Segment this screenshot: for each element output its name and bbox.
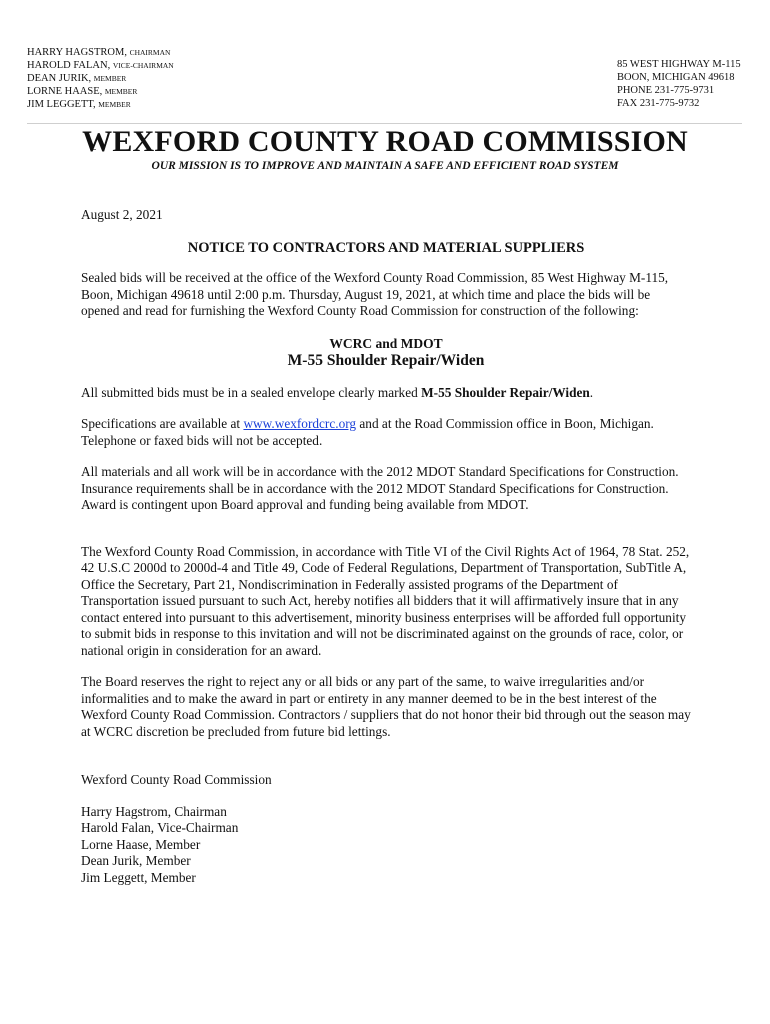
- officer-line: [27, 98, 174, 111]
- specs-suffix: and at the Road Commission office in Boon, Michigan. Telephone or faxed bids will not be accepted.: [81, 416, 654, 448]
- signer: Lorne Haase, Member: [81, 836, 201, 852]
- civil-rights-paragraph: The Wexford County Road Commission, in accordance with Title VI of the Civil Rights Act of 1964, 78 Stat. 252, 42 U.S.C 2000d to 2000d-4 and Title 49, Code of Federal Regulations, Department of Transportation, SubTitle A, Office the Secretary, Part 21, Nondiscrimination in Federally assisted programs of the Department of Transportation issued pursuant to such Act, hereby notifies all bidders that it will affirmatively insure that in any contact entered into pursuant to this advertisement, minority business enterprises will be afforded full opportunity to submit bids in response to this invitation and will not be discriminated against on the grounds of race, color, or national origin in consideration for an award.: [81, 543, 690, 658]
- signers-list: [81, 804, 691, 887]
- officer-name: JIM LEGGETT,: [27, 99, 96, 110]
- signer: Dean Jurik, Member: [81, 853, 191, 868]
- officer-name: LORNE HAASE,: [27, 86, 103, 97]
- project-owner: WCRC and MDOT: [329, 335, 443, 351]
- envelope-marking: M-55 Shoulder Repair/Widen: [421, 384, 590, 400]
- organization-title: WEXFORD COUNTY ROAD COMMISSION: [82, 125, 688, 158]
- board-rights-paragraph: The Board reserves the right to reject any or all bids or any part of the same, to waive irregularities and/or informalities and to make the award in part or entirety in any manner deemed to be in the best interest of the Wexford County Road Commission. Contractors / suppliers that do not honor their bid through out the season may at WCRC discretion be precluded from future bid lettings.: [81, 674, 691, 739]
- address-city: BOON, MICHIGAN 49618: [617, 72, 735, 83]
- insurance-paragraph: Insurance requirements shall be in accordance with the 2012 MDOT Standard Specifications for Construction. Award is contingent upon Board approval and funding being available from MDOT.: [81, 480, 669, 512]
- officer-name: HARRY HAGSTROM,: [27, 47, 127, 58]
- letter-date: August 2, 2021: [81, 207, 163, 222]
- officer-role: MEMBER: [93, 74, 127, 83]
- closing-line: Wexford County Road Commission: [81, 772, 272, 787]
- officer-name: DEAN JURIK,: [27, 73, 92, 84]
- materials-paragraph: All materials and all work will be in accordance with the 2012 MDOT Standard Specifications for Construction.: [81, 464, 679, 479]
- project-name: M-55 Shoulder Repair/Widen: [287, 351, 485, 369]
- envelope-prefix: All submitted bids must be in a sealed envelope clearly marked: [81, 384, 422, 400]
- letter-body: [81, 207, 691, 886]
- officer-line: [27, 46, 174, 59]
- officer-line: [27, 72, 174, 85]
- mission-statement: OUR MISSION IS TO IMPROVE AND MAINTAIN A SAFE AND EFFICIENT ROAD SYSTEM: [151, 160, 619, 172]
- officer-line: [27, 85, 174, 98]
- officer-role: CHAIRMAN: [129, 48, 171, 57]
- officer-line: [27, 59, 174, 72]
- website-link[interactable]: www.wexfordcrc.org: [243, 416, 357, 431]
- specs-prefix: Specifications are available at: [81, 416, 244, 431]
- signer: Harry Hagstrom, Chairman: [81, 803, 227, 819]
- envelope-suffix: .: [589, 384, 594, 400]
- address-phone: PHONE 231-775-9731: [617, 85, 715, 96]
- office-address: [617, 58, 741, 110]
- officer-role: MEMBER: [104, 87, 138, 96]
- officer-name: HAROLD FALAN,: [27, 60, 111, 71]
- officers-list: [27, 46, 174, 111]
- intro-paragraph: Sealed bids will be received at the office of the Wexford County Road Commission, 85 West Highway M-115, Boon, Michigan 49618 until 2:00 p.m. Thursday, August 19, 2021, at which time and place the bids will be opened and read for furnishing the Wexford County Road Commission for construction of the following:: [81, 270, 669, 318]
- signer: Harold Falan, Vice-Chairman: [81, 820, 239, 835]
- specifications-paragraph: [81, 416, 691, 449]
- address-street: 85 WEST HIGHWAY M-115: [617, 59, 741, 70]
- officer-role: MEMBER: [98, 100, 131, 109]
- signer: Jim Leggett, Member: [81, 869, 196, 885]
- officer-role: VICE-CHAIRMAN: [112, 61, 174, 70]
- notice-title: NOTICE TO CONTRACTORS AND MATERIAL SUPPLIERS: [187, 239, 585, 256]
- envelope-paragraph: [81, 385, 691, 402]
- address-fax: FAX 231-775-9732: [617, 98, 700, 109]
